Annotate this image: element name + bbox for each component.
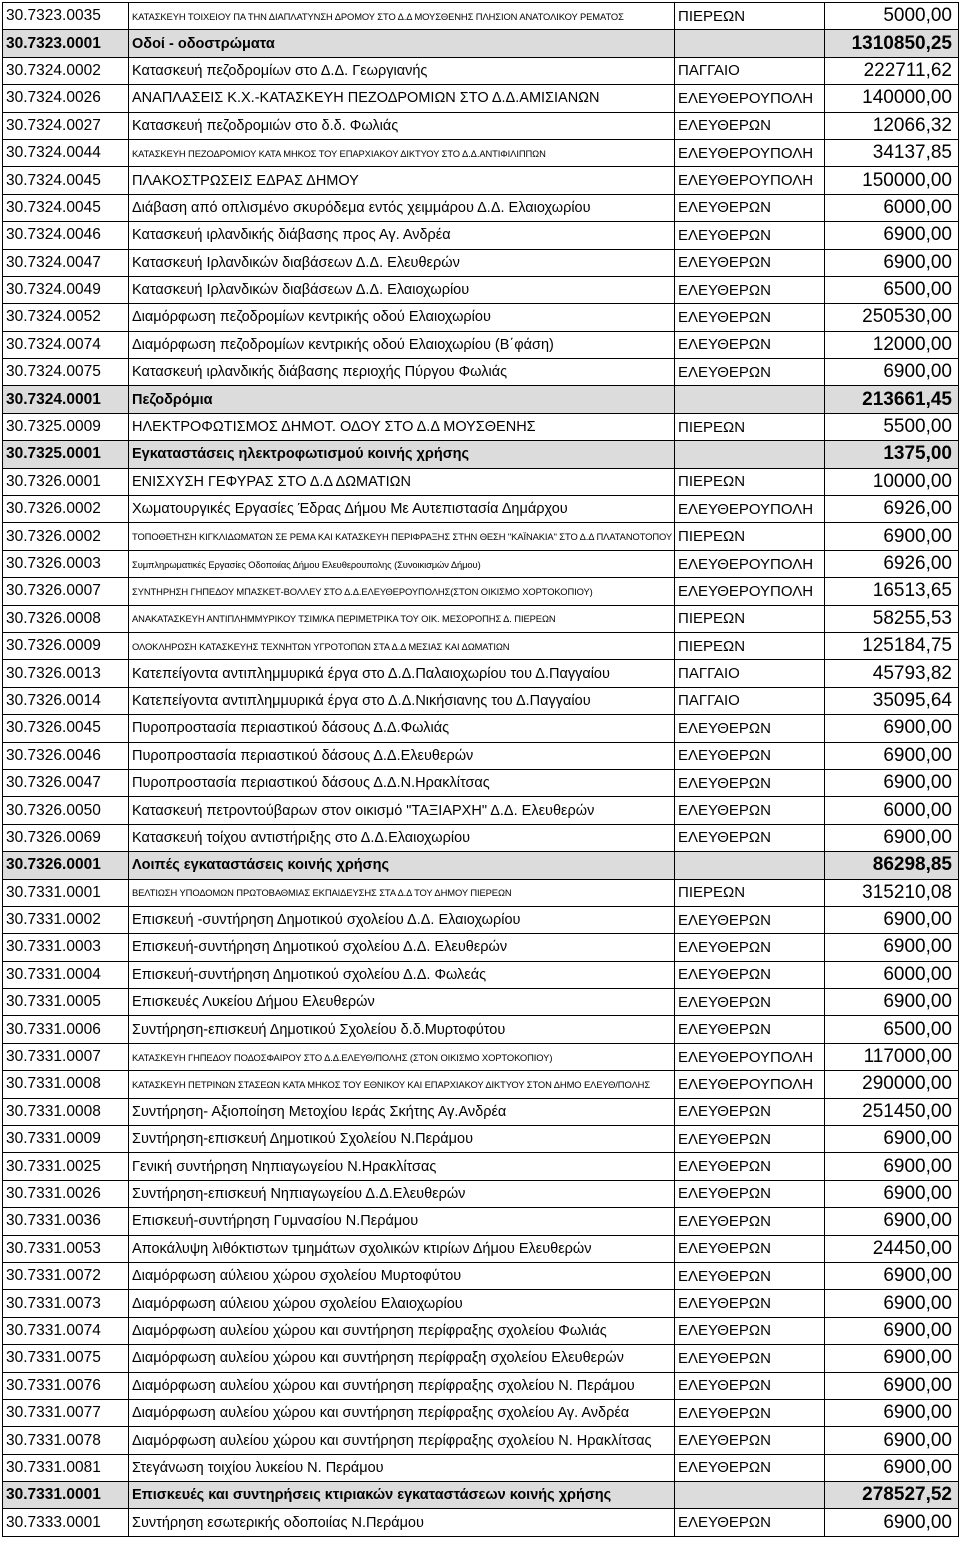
description-cell: Διαμόρφωση πεζοδρομίων κεντρικής οδού Ελαιοχωρίου (Β΄φάση) [129,331,675,358]
code-cell: 30.7326.0014 [3,687,129,714]
area-cell [675,30,825,57]
amount-cell: 6900,00 [825,1208,959,1235]
code-cell: 30.7331.0036 [3,1208,129,1235]
description-cell: Επισκευή-συντήρηση Δημοτικού σχολείου Δ.Δ. Φωλεάς [129,961,675,988]
description-cell: Συντήρηση εσωτερικής οδοποιίας Ν.Περάμου [129,1509,675,1536]
description-cell: ΒΕΛΤΙΩΣΗ ΥΠΟΔΟΜΩΝ ΠΡΩΤΟΒΑΘΜΙΑΣ ΕΚΠΑΙΔΕΥΣΗΣ ΣΤΑ Δ.Δ ΤΟΥ ΔΗΜΟΥ ΠΙΕΡΕΩΝ [129,879,675,906]
area-cell: ΕΛΕΥΘΕΡΩΝ [675,1427,825,1454]
area-cell: ΕΛΕΥΘΕΡΩΝ [675,359,825,386]
amount-cell: 315210,08 [825,879,959,906]
table-row [3,85,959,112]
amount-cell: 34137,85 [825,139,959,166]
description-cell: Κατασκευή ιρλανδικής διάβασης περιοχής Πύργου Φωλιάς [129,359,675,386]
code-cell: 30.7324.0044 [3,139,129,166]
area-cell: ΕΛΕΥΘΕΡΩΝ [675,1345,825,1372]
description-cell: Διαμόρφωση αύλειου χώρου σχολείου Ελαιοχωρίου [129,1290,675,1317]
table-row [3,1098,959,1125]
code-cell: 30.7331.0072 [3,1262,129,1289]
table-row [3,167,959,194]
table-row [3,742,959,769]
amount-cell: 125184,75 [825,632,959,659]
amount-cell: 6500,00 [825,1016,959,1043]
code-cell: 30.7324.0047 [3,249,129,276]
area-cell: ΕΛΕΥΘΕΡΟΥΠΟΛΗ [675,496,825,523]
table-row [3,1345,959,1372]
area-cell: ΕΛΕΥΘΕΡΩΝ [675,961,825,988]
description-cell: Οδοί - οδοστρώματα [129,30,675,57]
code-cell: 30.7326.0002 [3,523,129,550]
code-cell: 30.7324.0075 [3,359,129,386]
table-row [3,934,959,961]
code-cell: 30.7324.0049 [3,276,129,303]
code-cell: 30.7324.0027 [3,112,129,139]
area-cell: ΠΙΕΡΕΩΝ [675,413,825,440]
description-cell: ΚΑΤΑΣΚΕΥΗ ΠΕΤΡΙΝΩΝ ΣΤΑΣΕΩΝ ΚΑΤΑ ΜΗΚΟΣ ΤΟΥ ΕΘΝΙΚΟΥ ΚΑΙ ΕΠΑΡΧΙΑΚΟΥ ΔΙΚΤΥΟΥ ΣΤΟΝ ΔΗΜΟ ΕΛΕΥΘ/ΠΟΛΗΣ [129,1071,675,1098]
table-row [3,249,959,276]
amount-cell: 6500,00 [825,276,959,303]
code-cell: 30.7331.0025 [3,1153,129,1180]
table-row [3,1071,959,1098]
amount-cell: 6900,00 [825,1180,959,1207]
area-cell: ΕΛΕΥΘΕΡΩΝ [675,1235,825,1262]
description-cell: Κατασκευή πετροντούβαρων στον οικισμό "ΤΑΞΙΑΡΧΗ" Δ.Δ. Ελευθερών [129,797,675,824]
description-cell: Διαμόρφωση πεζοδρομίων κεντρικής οδού Ελαιοχωρίου [129,304,675,331]
amount-cell: 6900,00 [825,1454,959,1481]
amount-cell: 6926,00 [825,496,959,523]
code-cell: 30.7323.0035 [3,3,129,30]
description-cell: Διαμόρφωση αυλείου χώρου και συντήρηση περίφραξης σχολείου Ν. Περάμου [129,1372,675,1399]
area-cell: ΕΛΕΥΘΕΡΩΝ [675,715,825,742]
area-cell: ΠΙΕΡΕΩΝ [675,523,825,550]
code-cell: 30.7324.0026 [3,85,129,112]
total-row [3,386,959,413]
area-cell: ΕΛΕΥΘΕΡΩΝ [675,1290,825,1317]
area-cell: ΕΛΕΥΘΕΡΩΝ [675,1372,825,1399]
description-cell: Κατασκευή Ιρλανδικών διαβάσεων Δ.Δ. Ελευθερών [129,249,675,276]
code-cell: 30.7331.0007 [3,1043,129,1070]
table-row [3,1454,959,1481]
area-cell: ΕΛΕΥΘΕΡΩΝ [675,1098,825,1125]
table-row [3,1235,959,1262]
amount-cell: 16513,65 [825,578,959,605]
table-row [3,1208,959,1235]
area-cell: ΕΛΕΥΘΕΡΟΥΠΟΛΗ [675,139,825,166]
description-cell: Κατεπείγοντα αντιπλημμυρικά έργα στο Δ.Δ.Παλαιοχωρίου του Δ.Παγγαίου [129,660,675,687]
description-cell: ΣΥΝΤΗΡΗΣΗ ΓΗΠΕΔΟΥ ΜΠΑΣΚΕΤ-ΒΟΛΛΕΥ ΣΤΟ Δ.Δ.ΕΛΕΥΘΕΡΟΥΠΟΛΗΣ(ΣΤΟΝ ΟΙΚΙΣΜΟ ΧΟΡΤΟΚΟΠΙΟΥ) [129,578,675,605]
amount-cell: 6000,00 [825,961,959,988]
description-cell: Πυροπροστασία περιαστικού δάσους Δ.Δ.Φωλιάς [129,715,675,742]
table-row [3,550,959,577]
description-cell: ΤΟΠΟΘΕΤΗΣΗ ΚΙΓΚΛΙΔΩΜΑΤΩΝ ΣΕ ΡΕΜΑ ΚΑΙ ΚΑΤΑΣΚΕΥΗ ΠΕΡΙΦΡΑΞΗΣ ΣΤΗΝ ΘΕΣΗ "ΚΑΪΝΑΚΙΑ" ΣΤΟ Δ.Δ ΠΛΑΤΑΝΟΤΟΠΟΥ [129,523,675,550]
code-cell: 30.7331.0001 [3,879,129,906]
table-row [3,1317,959,1344]
amount-cell: 278527,52 [825,1482,959,1509]
area-cell: ΠΙΕΡΕΩΝ [675,3,825,30]
amount-cell: 6900,00 [825,934,959,961]
description-cell: ΚΑΤΑΣΚΕΥΗ ΠΕΖΟΔΡΟΜΙΟΥ ΚΑΤΑ ΜΗΚΟΣ ΤΟΥ ΕΠΑΡΧΙΑΚΟΥ ΔΙΚΤΥΟΥ ΣΤΟ Δ.Δ.ΑΝΤΙΦΙΛΙΠΠΩΝ [129,139,675,166]
description-cell: Χωματουργικές Εργασίες Έδρας Δήμου Με Αυτεπιστασία Δημάρχου [129,496,675,523]
description-cell: Κατασκευή πεζοδρομιών στο δ.δ. Φωλιάς [129,112,675,139]
description-cell: Επισκευή-συντήρηση Γυμνασίου Ν.Περάμου [129,1208,675,1235]
description-cell: Διαμόρφωση αυλείου χώρου και συντήρηση περίφραξης σχολείου Ν. Ηρακλίτσας [129,1427,675,1454]
code-cell: 30.7325.0009 [3,413,129,440]
code-cell: 30.7331.0081 [3,1454,129,1481]
table-row [3,660,959,687]
table-row [3,687,959,714]
description-cell: Κατασκευή τοίχου αντιστήριξης στο Δ.Δ.Ελαιοχωρίου [129,824,675,851]
area-cell: ΠΑΓΓΑΙΟ [675,57,825,84]
code-cell: 30.7331.0073 [3,1290,129,1317]
code-cell: 30.7324.0045 [3,194,129,221]
area-cell: ΕΛΕΥΘΕΡΩΝ [675,824,825,851]
amount-cell: 5000,00 [825,3,959,30]
amount-cell: 6900,00 [825,1262,959,1289]
description-cell: Κατασκευή ιρλανδικής διάβασης προς Αγ. Ανδρέα [129,222,675,249]
table-row [3,413,959,440]
description-cell: ΠΛΑΚΟΣΤΡΩΣΕΙΣ ΕΔΡΑΣ ΔΗΜΟΥ [129,167,675,194]
amount-cell: 6900,00 [825,1399,959,1426]
area-cell: ΕΛΕΥΘΕΡΩΝ [675,1153,825,1180]
amount-cell: 6900,00 [825,359,959,386]
description-cell: Στεγάνωση τοιχίου λυκείου Ν. Περάμου [129,1454,675,1481]
area-cell: ΕΛΕΥΘΕΡΩΝ [675,249,825,276]
code-cell: 30.7331.0005 [3,989,129,1016]
area-cell: ΕΛΕΥΘΕΡΩΝ [675,1126,825,1153]
amount-cell: 6900,00 [825,1427,959,1454]
amount-cell: 6900,00 [825,249,959,276]
amount-cell: 6900,00 [825,1345,959,1372]
area-cell: ΕΛΕΥΘΕΡΟΥΠΟΛΗ [675,578,825,605]
description-cell: Συντήρηση- Αξιοποίηση Μετοχίου Ιεράς Σκήτης Αγ.Ανδρέα [129,1098,675,1125]
description-cell: Επισκευές και συντηρήσεις κτιριακών εγκαταστάσεων κοινής χρήσης [129,1482,675,1509]
code-cell: 30.7331.0008 [3,1071,129,1098]
table-row [3,1043,959,1070]
area-cell: ΕΛΕΥΘΕΡΩΝ [675,1509,825,1536]
total-row [3,30,959,57]
description-cell: Αποκάλυψη λιθόκτιστων τμημάτων σχολικών κτιρίων Δήμου Ελευθερών [129,1235,675,1262]
amount-cell: 6926,00 [825,550,959,577]
table-row [3,1372,959,1399]
amount-cell: 6900,00 [825,1317,959,1344]
description-cell: ΑΝΑΠΛΑΣΕΙΣ Κ.Χ.-ΚΑΤΑΣΚΕΥΗ ΠΕΖΟΔΡΟΜΙΩΝ ΣΤΟ Δ.Δ.ΑΜΙΣΙΑΝΩΝ [129,85,675,112]
amount-cell: 6900,00 [825,1126,959,1153]
code-cell: 30.7333.0001 [3,1509,129,1536]
description-cell: Επισκευές Λυκείου Δήμου Ελευθερών [129,989,675,1016]
table-row [3,222,959,249]
description-cell: Πυροπροστασία περιαστικού δάσους Δ.Δ.Ελευθερών [129,742,675,769]
table-row [3,824,959,851]
description-cell: ΕΝΙΣΧΥΣΗ ΓΕΦΥΡΑΣ ΣΤΟ Δ.Δ ΔΩΜΑΤΙΩΝ [129,468,675,495]
description-cell: ΑΝΑΚΑΤΑΣΚΕΥΗ ΑΝΤΙΠΛΗΜΜΥΡΙΚΟΥ ΤΣΙΜ/ΚΑ ΠΕΡΙΜΕΤΡΙΚΑ ΤΟΥ ΟΙΚ. ΜΕΣΟΡΟΠΗΣ Δ. ΠΙΕΡΕΩΝ [129,605,675,632]
description-cell: ΗΛΕΚΤΡΟΦΩΤΙΣΜΟΣ ΔΗΜΟΤ. ΟΔΟΥ ΣΤΟ Δ.Δ ΜΟΥΣΘΕΝΗΣ [129,413,675,440]
description-cell: Συντήρηση-επισκευή Δημοτικού Σχολείου Ν.Περάμου [129,1126,675,1153]
code-cell: 30.7326.0009 [3,632,129,659]
area-cell: ΕΛΕΥΘΕΡΟΥΠΟΛΗ [675,1043,825,1070]
description-cell: Επισκευή -συντήρηση Δημοτικού σχολείου Δ.Δ. Ελαιοχωρίου [129,906,675,933]
table-row [3,359,959,386]
amount-cell: 35095,64 [825,687,959,714]
code-cell: 30.7324.0001 [3,386,129,413]
amount-cell: 86298,85 [825,852,959,879]
area-cell [675,441,825,468]
description-cell: Συμπληρωματικές Εργασίες Οδοποιίας Δήμου Ελευθερουπολης (Συνοικισμών Δήμου) [129,550,675,577]
table-row [3,797,959,824]
amount-cell: 140000,00 [825,85,959,112]
table-row [3,1290,959,1317]
area-cell: ΕΛΕΥΘΕΡΩΝ [675,989,825,1016]
description-cell: Εγκαταστάσεις ηλεκτροφωτισμού κοινής χρήσης [129,441,675,468]
code-cell: 30.7331.0009 [3,1126,129,1153]
code-cell: 30.7326.0001 [3,852,129,879]
budget-table-body [3,3,959,1537]
description-cell: Διαμόρφωση αυλείου χώρου και συντήρηση περίφραξης σχολείου Αγ. Ανδρέα [129,1399,675,1426]
area-cell: ΕΛΕΥΘΕΡΩΝ [675,1180,825,1207]
area-cell: ΕΛΕΥΘΕΡΩΝ [675,222,825,249]
code-cell: 30.7324.0045 [3,167,129,194]
area-cell: ΠΙΕΡΕΩΝ [675,632,825,659]
amount-cell: 250530,00 [825,304,959,331]
description-cell: Επισκευή-συντήρηση Δημοτικού σχολείου Δ.Δ. Ελευθερών [129,934,675,961]
table-row [3,1427,959,1454]
amount-cell: 1375,00 [825,441,959,468]
amount-cell: 10000,00 [825,468,959,495]
area-cell: ΕΛΕΥΘΕΡΩΝ [675,934,825,961]
table-row [3,3,959,30]
area-cell: ΕΛΕΥΘΕΡΩΝ [675,112,825,139]
description-cell: Διάβαση από οπλισμένο σκυρόδεμα εντός χειμμάρου Δ.Δ. Ελαιοχωρίου [129,194,675,221]
description-cell: Λοιπές εγκαταστάσεις κοινής χρήσης [129,852,675,879]
code-cell: 30.7331.0002 [3,906,129,933]
code-cell: 30.7324.0002 [3,57,129,84]
amount-cell: 290000,00 [825,1071,959,1098]
area-cell: ΠΑΓΓΑΙΟ [675,687,825,714]
description-cell: Συντήρηση-επισκευή Δημοτικού Σχολείου δ.δ.Μυρτοφύτου [129,1016,675,1043]
table-row [3,605,959,632]
table-row [3,989,959,1016]
area-cell: ΕΛΕΥΘΕΡΩΝ [675,1016,825,1043]
area-cell: ΕΛΕΥΘΕΡΟΥΠΟΛΗ [675,85,825,112]
area-cell: ΠΙΕΡΕΩΝ [675,879,825,906]
area-cell: ΕΛΕΥΘΕΡΟΥΠΟΛΗ [675,550,825,577]
amount-cell: 5500,00 [825,413,959,440]
code-cell: 30.7331.0075 [3,1345,129,1372]
table-row [3,1509,959,1536]
code-cell: 30.7331.0006 [3,1016,129,1043]
table-row [3,879,959,906]
table-row [3,496,959,523]
table-row [3,57,959,84]
table-row [3,1016,959,1043]
code-cell: 30.7325.0001 [3,441,129,468]
amount-cell: 6900,00 [825,769,959,796]
table-row [3,194,959,221]
amount-cell: 6900,00 [825,906,959,933]
amount-cell: 6000,00 [825,797,959,824]
total-row [3,852,959,879]
area-cell: ΕΛΕΥΘΕΡΩΝ [675,769,825,796]
area-cell: ΕΛΕΥΘΕΡΩΝ [675,1317,825,1344]
table-row [3,578,959,605]
code-cell: 30.7324.0074 [3,331,129,358]
area-cell [675,1482,825,1509]
table-row [3,632,959,659]
amount-cell: 6900,00 [825,824,959,851]
code-cell: 30.7331.0026 [3,1180,129,1207]
code-cell: 30.7331.0078 [3,1427,129,1454]
amount-cell: 6900,00 [825,1153,959,1180]
amount-cell: 1310850,25 [825,30,959,57]
area-cell: ΕΛΕΥΘΕΡΩΝ [675,1208,825,1235]
code-cell: 30.7324.0046 [3,222,129,249]
code-cell: 30.7331.0001 [3,1482,129,1509]
area-cell: ΕΛΕΥΘΕΡΩΝ [675,276,825,303]
amount-cell: 6900,00 [825,742,959,769]
amount-cell: 6900,00 [825,1290,959,1317]
code-cell: 30.7326.0046 [3,742,129,769]
table-row [3,112,959,139]
code-cell: 30.7326.0002 [3,496,129,523]
description-cell: Συντήρηση-επισκευή Νηπιαγωγείου Δ.Δ.Ελευθερών [129,1180,675,1207]
table-row [3,139,959,166]
area-cell: ΠΑΓΓΑΙΟ [675,660,825,687]
area-cell: ΕΛΕΥΘΕΡΟΥΠΟΛΗ [675,1071,825,1098]
amount-cell: 213661,45 [825,386,959,413]
amount-cell: 6900,00 [825,715,959,742]
budget-table [2,2,959,1537]
description-cell: Πεζοδρόμια [129,386,675,413]
code-cell: 30.7323.0001 [3,30,129,57]
total-row [3,1482,959,1509]
description-cell: Διαμόρφωση αύλειου χώρου σχολείου Μυρτοφύτου [129,1262,675,1289]
amount-cell: 45793,82 [825,660,959,687]
description-cell: ΟΛΟΚΛΗΡΩΣΗ ΚΑΤΑΣΚΕΥΗΣ ΤΕΧΝΗΤΩΝ ΥΓΡΟΤΟΠΩΝ ΣΤΑ Δ.Δ ΜΕΣΙΑΣ ΚΑΙ ΔΩΜΑΤΙΩΝ [129,632,675,659]
table-row [3,276,959,303]
amount-cell: 251450,00 [825,1098,959,1125]
code-cell: 30.7324.0052 [3,304,129,331]
code-cell: 30.7331.0076 [3,1372,129,1399]
amount-cell: 6900,00 [825,1509,959,1536]
table-row [3,1126,959,1153]
area-cell: ΕΛΕΥΘΕΡΩΝ [675,742,825,769]
amount-cell: 24450,00 [825,1235,959,1262]
area-cell: ΠΙΕΡΕΩΝ [675,605,825,632]
description-cell: Κατασκευή Ιρλανδικών διαβάσεων Δ.Δ. Ελαιοχωρίου [129,276,675,303]
code-cell: 30.7326.0045 [3,715,129,742]
area-cell: ΕΛΕΥΘΕΡΩΝ [675,331,825,358]
code-cell: 30.7331.0004 [3,961,129,988]
table-row [3,1262,959,1289]
amount-cell: 12066,32 [825,112,959,139]
table-row [3,961,959,988]
code-cell: 30.7326.0007 [3,578,129,605]
table-row [3,715,959,742]
amount-cell: 6000,00 [825,194,959,221]
amount-cell: 222711,62 [825,57,959,84]
area-cell [675,852,825,879]
code-cell: 30.7326.0013 [3,660,129,687]
area-cell: ΕΛΕΥΘΕΡΩΝ [675,1399,825,1426]
table-row [3,1399,959,1426]
amount-cell: 6900,00 [825,523,959,550]
table-row [3,769,959,796]
code-cell: 30.7326.0050 [3,797,129,824]
amount-cell: 58255,53 [825,605,959,632]
code-cell: 30.7326.0069 [3,824,129,851]
table-row [3,523,959,550]
code-cell: 30.7326.0047 [3,769,129,796]
area-cell [675,386,825,413]
area-cell: ΠΙΕΡΕΩΝ [675,468,825,495]
area-cell: ΕΛΕΥΘΕΡΟΥΠΟΛΗ [675,167,825,194]
code-cell: 30.7326.0001 [3,468,129,495]
amount-cell: 6900,00 [825,989,959,1016]
code-cell: 30.7331.0077 [3,1399,129,1426]
amount-cell: 6900,00 [825,1372,959,1399]
table-row [3,1153,959,1180]
area-cell: ΕΛΕΥΘΕΡΩΝ [675,1454,825,1481]
table-row [3,331,959,358]
area-cell: ΕΛΕΥΘΕΡΩΝ [675,906,825,933]
code-cell: 30.7331.0053 [3,1235,129,1262]
description-cell: Γενική συντήρηση Νηπιαγωγείου Ν.Ηρακλίτσας [129,1153,675,1180]
description-cell: Κατεπείγοντα αντιπλημμυρικά έργα στο Δ.Δ.Νικήσιανης του Δ.Παγγαίου [129,687,675,714]
table-row [3,468,959,495]
description-cell: ΚΑΤΑΣΚΕΥΗ ΤΟΙΧΕΙΟΥ ΠΑ ΤΗΝ ΔΙΑΠΛΑΤΥΝΣΗ ΔΡΟΜΟΥ ΣΤΟ Δ.Δ ΜΟΥΣΘΕΝΗΣ ΠΛΗΣΙΟΝ ΑΝΑΤΟΛΙΚΟΥ ΡΕΜΑΤΟΣ [129,3,675,30]
description-cell: Διαμόρφωση αυλείου χώρου και συντήρηση περίφραξης σχολείου Φωλιάς [129,1317,675,1344]
area-cell: ΕΛΕΥΘΕΡΩΝ [675,1262,825,1289]
table-row [3,304,959,331]
code-cell: 30.7326.0008 [3,605,129,632]
code-cell: 30.7331.0003 [3,934,129,961]
amount-cell: 150000,00 [825,167,959,194]
description-cell: Διαμόρφωση αυλείου χώρου και συντήρηση περίφραξη σχολείου Ελευθερών [129,1345,675,1372]
amount-cell: 117000,00 [825,1043,959,1070]
area-cell: ΕΛΕΥΘΕΡΩΝ [675,797,825,824]
area-cell: ΕΛΕΥΘΕΡΩΝ [675,194,825,221]
description-cell: Κατασκευή πεζοδρομίων στο Δ.Δ. Γεωργιανής [129,57,675,84]
area-cell: ΕΛΕΥΘΕΡΩΝ [675,304,825,331]
table-row [3,1180,959,1207]
code-cell: 30.7331.0074 [3,1317,129,1344]
description-cell: Πυροπροστασία περιαστικού δάσους Δ.Δ.Ν.Ηρακλίτσας [129,769,675,796]
total-row [3,441,959,468]
description-cell: ΚΑΤΑΣΚΕΥΗ ΓΗΠΕΔΟΥ ΠΟΔΟΣΦΑΙΡΟΥ ΣΤΟ Δ.Δ.ΕΛΕΥΘ/ΠΟΛΗΣ (ΣΤΟΝ ΟΙΚΙΣΜΟ ΧΟΡΤΟΚΟΠΙΟΥ) [129,1043,675,1070]
table-row [3,906,959,933]
code-cell: 30.7326.0003 [3,550,129,577]
amount-cell: 6900,00 [825,222,959,249]
amount-cell: 12000,00 [825,331,959,358]
code-cell: 30.7331.0008 [3,1098,129,1125]
